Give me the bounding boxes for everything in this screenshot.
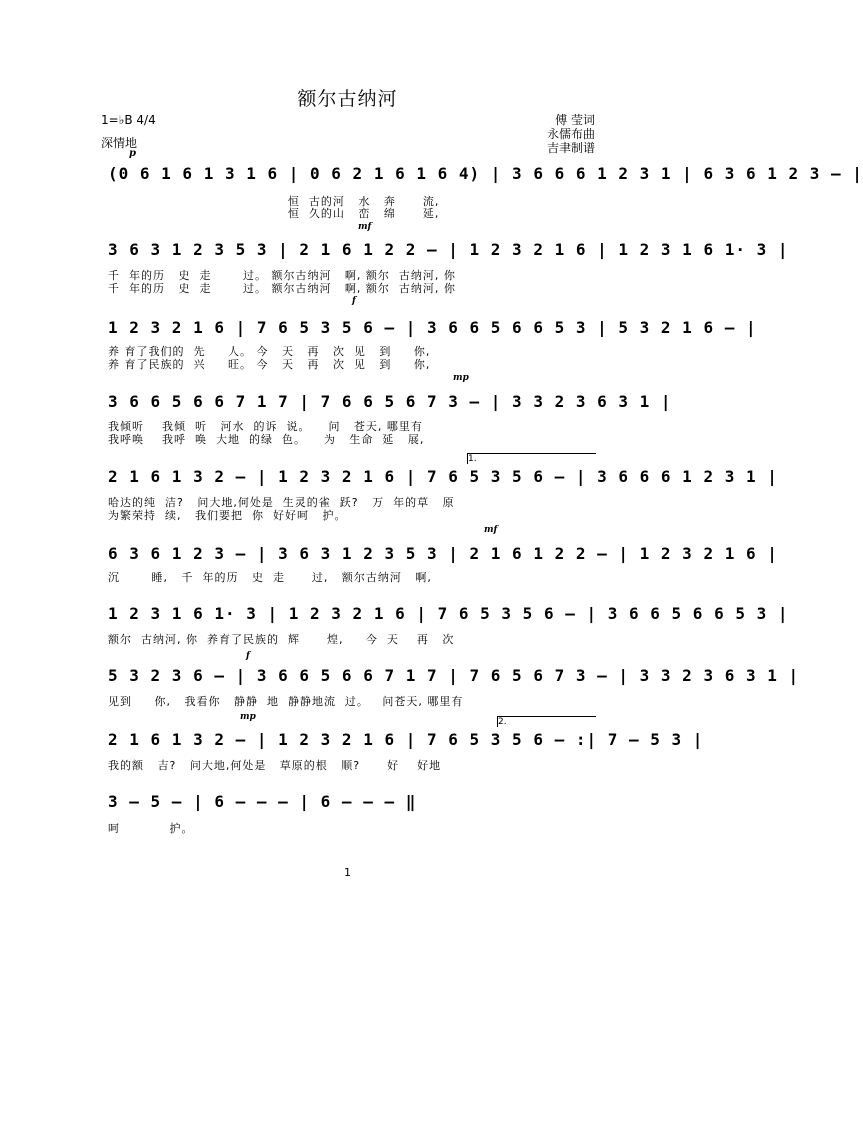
- score-row: [108, 238, 789, 264]
- score-row: [108, 465, 778, 491]
- lyric-line: 额尔 古纳河, 你 养育了民族的 辉 煌, 今 天 再 次: [108, 633, 455, 646]
- score-row: [108, 316, 757, 342]
- notes: 1 2 3 2 1 6 | 7 6 5 3 5 6 — | 3 6 6 5 6 6 5 3 | 5 3 2 1 6 — |: [108, 318, 757, 337]
- notes: (0 6 1 6 1 3 1 6 | 0 6 2 1 6 1 6 4) | 3 6 6 6 1 2 3 1 | 6 3 6 1 2 3 — |: [108, 164, 863, 183]
- notes: 1 2 3 1 6 1· 3 | 1 2 3 2 1 6 | 7 6 5 3 5 6 — | 3 6 6 5 6 6 5 3 |: [108, 604, 789, 623]
- notes: 3 6 6 5 6 6 7 1 7 | 7 6 6 5 6 7 3 — | 3 3 2 3 6 3 1 |: [108, 392, 672, 411]
- score-row: [108, 162, 863, 188]
- dynamic-mark: mf: [484, 525, 498, 535]
- lyric-line: 为繁荣持 续, 我们要把 你 好好呵 护。: [108, 509, 347, 522]
- lyric-line: 我倾听 我倾 听 河水 的诉 说。 问 苍天, 哪里有: [108, 420, 423, 433]
- page-title: 额尔古纳河: [297, 88, 398, 110]
- score-row: [108, 542, 778, 568]
- score-row: [108, 790, 417, 816]
- lyric-line: 我呼唤 我呼 唤 大地 的绿 色。 为 生命 延 展,: [108, 433, 425, 446]
- notes: 6 3 6 1 2 3 — | 3 6 3 1 2 3 5 3 | 2 1 6 1 2 2 — | 1 2 3 2 1 6 |: [108, 544, 778, 563]
- lyric-line: 养 育了我们的 先 人。 今 天 再 次 见 到 你,: [108, 345, 431, 358]
- composer: 永儒布曲: [546, 127, 595, 141]
- notes: 2 1 6 1 3 2 — | 1 2 3 2 1 6 | 7 6 5 3 5 6 — :| 7 — 5 3 |: [108, 730, 704, 749]
- notes: 2 1 6 1 3 2 — | 1 2 3 2 1 6 | 7 6 5 3 5 6 — | 3 6 6 6 1 2 3 1 |: [108, 467, 778, 486]
- dynamic-mark: mf: [358, 222, 372, 232]
- lyric-line: 我的额 吉? 问大地,何处是 草原的根 顺? 好 好地: [108, 759, 442, 772]
- notes: 5 3 2 3 6 — | 3 6 6 5 6 6 7 1 7 | 7 6 5 6 7 3 — | 3 3 2 3 6 3 1 |: [108, 666, 800, 685]
- dynamic-mark: f: [246, 651, 250, 661]
- lyric-line: 养 育了民族的 兴 旺。 今 天 再 次 见 到 你,: [108, 358, 431, 371]
- expression-mark: 深情地: [101, 136, 138, 150]
- volta-label: 1.: [468, 454, 477, 464]
- lyric-line: 恒 久的山 峦 绵 延,: [108, 207, 440, 220]
- dynamic-start: p: [129, 148, 136, 159]
- lyric-line: 千 年的历 史 走 过。 额尔古纳河 啊, 额尔 古纳河, 你: [108, 282, 456, 295]
- score-row: [108, 664, 800, 690]
- notes: 3 6 3 1 2 3 5 3 | 2 1 6 1 2 2 — | 1 2 3 2 1 6 | 1 2 3 1 6 1· 3 |: [108, 240, 789, 259]
- lyric-line: 恒 古的河 水 奔 流,: [108, 195, 440, 208]
- volta-label: 2.: [498, 717, 507, 727]
- lyric-line: 呵 护。: [108, 822, 194, 835]
- dynamic-mark: f: [352, 296, 356, 306]
- page-number: 1: [344, 866, 351, 879]
- dynamic-mark: mp: [453, 373, 469, 383]
- lyric-line: 沉 睡, 千 年的历 史 走 过, 额尔古纳河 啊,: [108, 571, 432, 584]
- volta-2: [497, 716, 596, 727]
- dynamic-mark: mp: [240, 712, 256, 722]
- lyric-line: 见到 你, 我看你 静静 地 静静地流 过。 问苍天, 哪里有: [108, 695, 464, 708]
- lyric-line: 哈达的纯 洁? 问大地,何处是 生灵的雀 跃? 万 年的草 原: [108, 496, 455, 509]
- score-row: [108, 602, 789, 628]
- score-row: [108, 728, 704, 754]
- key-signature: 1=♭B 4/4: [101, 113, 156, 127]
- notes: 3 — 5 — | 6 — — — | 6 — — — ‖: [108, 792, 417, 811]
- lyric-line: 千 年的历 史 走 过。 额尔古纳河 啊, 额尔 古纳河, 你: [108, 269, 456, 282]
- score-row: [108, 390, 672, 416]
- credits: [547, 113, 595, 155]
- transcriber: 吉聿制谱: [546, 141, 595, 155]
- volta-1: [467, 453, 596, 464]
- lyricist: 傅 莹词: [555, 113, 595, 127]
